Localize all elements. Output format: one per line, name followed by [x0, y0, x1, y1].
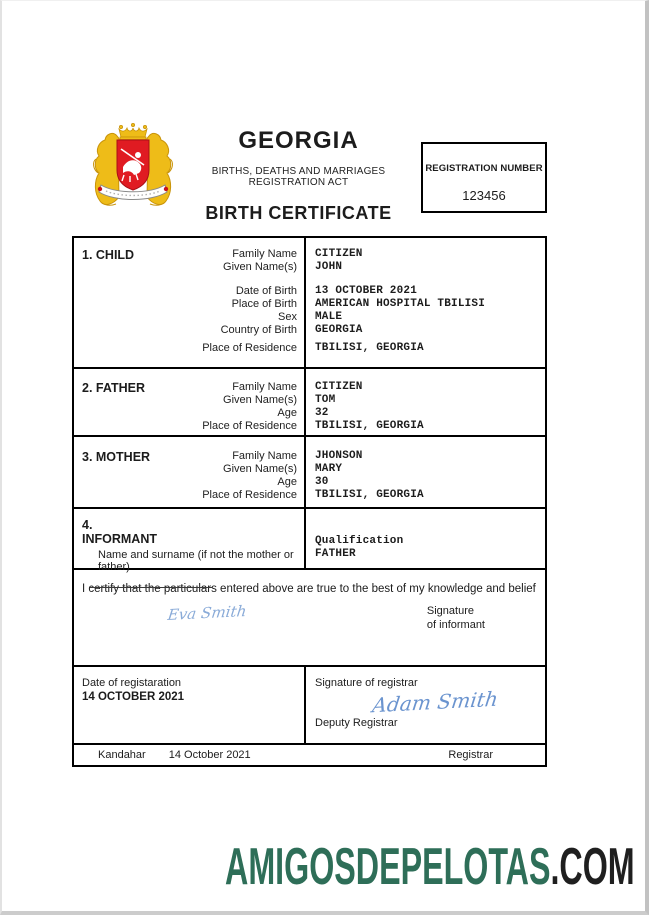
certificate-content — [72, 121, 547, 767]
field-label: Age — [277, 407, 297, 419]
field-label: Family Name — [232, 381, 297, 393]
field-value: CITIZEN — [315, 381, 363, 393]
field-value: TOM — [315, 394, 336, 406]
footer-strip — [74, 743, 545, 765]
informant-name-label: Name and surname (if not the mother or father) — [98, 549, 294, 573]
footer-role: Registrar — [448, 749, 493, 761]
field-value: JHONSON — [315, 450, 363, 462]
watermark-brand: AMIGOSDEPELOTAS — [225, 838, 551, 896]
field-label: Date of Birth — [235, 285, 297, 297]
field-value: CITIZEN — [315, 248, 363, 260]
registrar-signature: Adam Smith — [371, 686, 500, 718]
child-labels — [170, 248, 297, 367]
field-value: GEORGIA — [315, 324, 363, 336]
field-label: Given Name(s) — [223, 394, 297, 406]
field-label: Sex — [278, 311, 297, 323]
qualification-label: Qualification — [315, 535, 404, 547]
mother-labels — [170, 450, 297, 507]
field-label: Age — [277, 476, 297, 488]
section-informant — [74, 507, 545, 573]
registrar-title: Deputy Registrar — [315, 717, 398, 729]
header-titles — [176, 129, 421, 224]
watermark-tld: .COM — [550, 838, 635, 896]
certification-statement: I certify that the particulars entered above are true to the best of my knowledge and belief — [82, 583, 536, 595]
section-certification — [74, 568, 545, 665]
informant-values — [306, 509, 545, 568]
country-title: GEORGIA — [238, 127, 359, 154]
section-informant-title: 4. INFORMANT — [82, 518, 157, 546]
document-title: BIRTH CERTIFICATE — [205, 203, 392, 223]
georgia-coat-of-arms-icon — [90, 121, 176, 216]
signature-caption: Signature of informant — [426, 605, 485, 631]
field-value: 32 — [315, 407, 329, 419]
field-label: Place of Residence — [202, 342, 297, 354]
registrar-signature-label: Signature of registrar — [315, 677, 418, 689]
field-label: Country of Birth — [220, 324, 297, 336]
registration-date-value: 14 OCTOBER 2021 — [82, 691, 185, 703]
certificate-table — [72, 236, 547, 767]
field-value: TBILISI, GEORGIA — [315, 489, 424, 501]
section-child — [74, 238, 545, 367]
section-mother-title: 3. MOTHER — [82, 450, 151, 464]
registration-number-box — [421, 142, 547, 213]
informant-name-blank-line — [90, 587, 212, 588]
field-value: MALE — [315, 311, 343, 323]
section-child-title: 1. CHILD — [82, 248, 135, 262]
site-watermark — [225, 838, 635, 896]
father-labels — [170, 381, 297, 435]
mother-values — [306, 437, 545, 507]
field-label: Place of Birth — [231, 298, 297, 310]
registration-number-label: REGISTRATION NUMBER — [425, 163, 543, 174]
section-father — [74, 367, 545, 435]
section-father-title: 2. FATHER — [82, 381, 145, 395]
field-label: Family Name — [232, 248, 297, 260]
section-mother — [74, 435, 545, 507]
field-label: Place of Residence — [202, 489, 297, 501]
registration-number-value: 123456 — [462, 188, 506, 203]
footer-place: Kandahar — [98, 749, 146, 761]
field-label: Given Name(s) — [223, 261, 297, 273]
registration-date-label: Date of registaration — [82, 677, 182, 689]
field-label: Family Name — [232, 450, 297, 462]
field-label: Given Name(s) — [223, 463, 297, 475]
field-value: TBILISI, GEORGIA — [315, 342, 424, 354]
field-label: Place of Residence — [202, 420, 297, 432]
certificate-header — [72, 121, 547, 224]
field-value: AMERICAN HOSPITAL TBILISI — [315, 298, 486, 310]
qualification-value: FATHER — [315, 548, 356, 560]
field-value: 30 — [315, 476, 329, 488]
child-values — [306, 238, 545, 367]
father-values — [306, 369, 545, 435]
field-value: JOHN — [315, 261, 343, 273]
informant-signature: Eva Smith — [166, 601, 248, 625]
act-subtitle: BIRTHS, DEATHS AND MARRIAGES REGISTRATION ACT — [211, 166, 386, 188]
field-value: MARY — [315, 463, 343, 475]
section-registration — [74, 665, 545, 743]
field-value: 13 OCTOBER 2021 — [315, 285, 418, 297]
field-value: TBILISI, GEORGIA — [315, 420, 424, 432]
footer-date: 14 October 2021 — [168, 749, 251, 761]
